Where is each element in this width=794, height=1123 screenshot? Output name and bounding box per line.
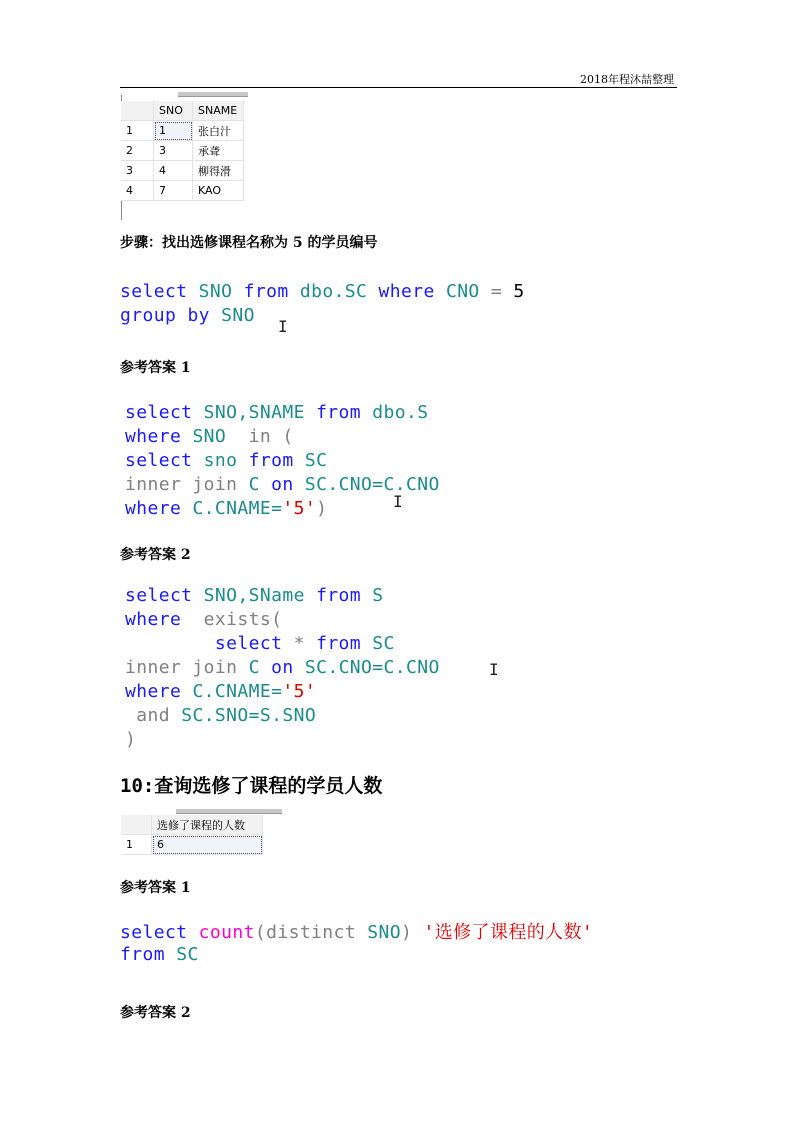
code-block-3: select SNO,SName from S where exists( select * from SC inner join C on SC.CNO=C.CNO where C.CNAME='5' and SC.SNO=S.SNO ) <box>125 585 440 750</box>
page-header: 2018年程沐喆整理 <box>580 73 674 86</box>
code-block-2: select SNO,SNAME from dbo.S where SNO in ( select sno from SC inner join C on SC.CNO=C.CNO where C.CNAME='5') <box>125 402 440 519</box>
code-block-4: select count(distinct SNO) '选修了课程的人数' from SC <box>120 922 594 965</box>
cell-sno[interactable]: 7 <box>154 181 193 201</box>
row-number: 3 <box>121 161 154 181</box>
row-number: 1 <box>121 835 152 855</box>
table-row[interactable] <box>121 141 244 161</box>
table-row[interactable] <box>121 835 263 855</box>
row-number: 1 <box>121 121 154 141</box>
code-block-1: select SNO from dbo.SC where CNO = 5 group by SNO <box>120 281 525 326</box>
row-number-header <box>121 101 154 121</box>
grid-tab-strip <box>176 809 282 814</box>
header-rule <box>120 87 677 88</box>
table-row[interactable] <box>121 121 244 141</box>
result-grid-count <box>121 815 263 855</box>
cell-sno[interactable]: 1 <box>154 121 193 141</box>
row-number: 2 <box>121 141 154 161</box>
table-row[interactable] <box>121 181 244 201</box>
cell-sname[interactable]: KAO <box>193 181 244 201</box>
column-header-sname[interactable]: SNAME <box>193 101 244 121</box>
column-header-count[interactable]: 选修了课程的人数 <box>152 815 263 835</box>
table-row[interactable] <box>121 161 244 181</box>
column-header-sno[interactable]: SNO <box>154 101 193 121</box>
result-grid <box>121 101 244 201</box>
text-cursor-icon: I <box>489 660 499 679</box>
step-heading: 步骤：找出选修课程名称为 5 的学员编号 <box>120 235 378 251</box>
answer-label: 参考答案 1 <box>120 360 191 376</box>
cell-sname[interactable]: 柳得滑 <box>193 161 244 181</box>
answer-label: 参考答案 2 <box>120 547 191 563</box>
section-heading: 10:查询选修了课程的学员人数 <box>120 775 383 797</box>
cell-sno[interactable]: 4 <box>154 161 193 181</box>
answer-label: 参考答案 2 <box>120 1005 191 1021</box>
cell-sname[interactable]: 承聋 <box>193 141 244 161</box>
grid-tab-strip <box>178 92 248 97</box>
row-number: 4 <box>121 181 154 201</box>
answer-label: 参考答案 1 <box>120 880 191 896</box>
cell-sno[interactable]: 3 <box>154 141 193 161</box>
row-number-header <box>121 815 152 835</box>
text-cursor-icon: I <box>278 317 288 336</box>
text-cursor-icon: I <box>393 492 403 511</box>
cell-count[interactable]: 6 <box>152 835 263 855</box>
cell-sname[interactable]: 张白汁 <box>193 121 244 141</box>
